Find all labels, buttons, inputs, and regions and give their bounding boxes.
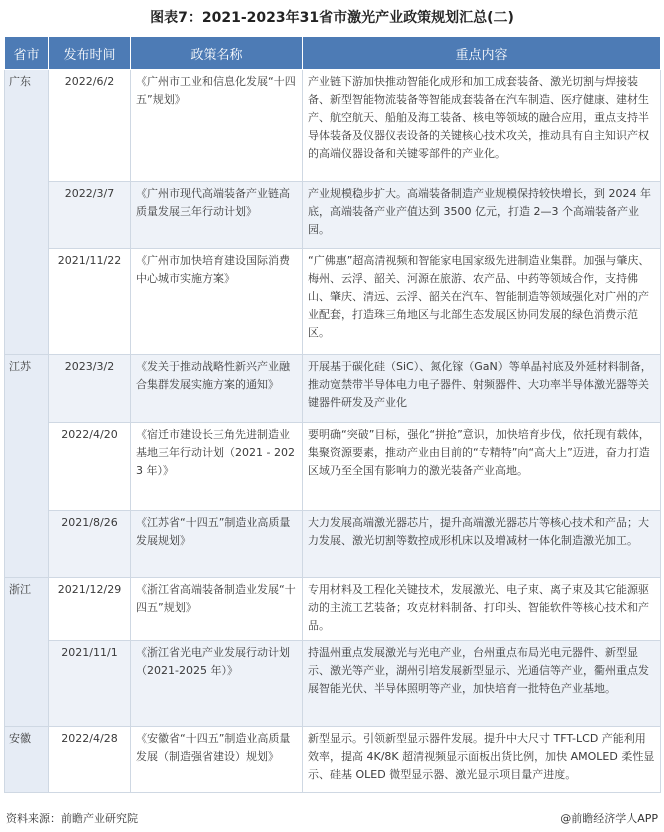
policy-table bbox=[4, 36, 661, 793]
header-province: 省市 bbox=[5, 37, 49, 70]
policy-name-cell: 《安徽省“十四五”制造业高质量发展（制造强省建设）规划》 bbox=[131, 727, 303, 793]
content-cell: 产业链下游加快推动智能化成形和加工成套装备、激光切割与焊接装备、新型智能物流装备等智能成套装备在汽车制造、医疗健康、建材生产、航空航天、船舶及海工装备、核电等领域的融合应用，重点支持半导体装备及仪器仪表设备的关键核心技术攻关，推动具有自主知识产权的高端仪器设备和关键零部件的产业化。 bbox=[303, 70, 661, 182]
policy-name-cell: 《广州市加快培育建设国际消费中心城市实施方案》 bbox=[131, 249, 303, 355]
brand-credit: @前瞻经济学人APP bbox=[560, 812, 658, 825]
table-row bbox=[5, 727, 661, 793]
table-row bbox=[5, 70, 661, 182]
content-cell: 要明确“突破”目标，强化“拼抢”意识，加快培育步伐，依托现有载体，集聚资源要素，推动产业由目前的“专精特”向“高大上”迈进，奋力打造区域乃至全国有影响力的激光装备产业高地。 bbox=[303, 423, 661, 511]
table-row bbox=[5, 578, 661, 641]
content-cell: 持温州重点发展激光与光电产业，台州重点布局光电元器件、新型显示、激光等产业，湖州引培发展新型显示、光通信等产业，衢州重点发展智能光伏、半导体照明等产业，加快培育一批特色产业基地。 bbox=[303, 641, 661, 727]
policy-name-cell: 《广州市工业和信息化发展“十四五”规划》 bbox=[131, 70, 303, 182]
header-key-content: 重点内容 bbox=[303, 37, 661, 70]
date-cell: 2021/12/29 bbox=[49, 578, 131, 641]
header-policy-name: 政策名称 bbox=[131, 37, 303, 70]
date-cell: 2023/3/2 bbox=[49, 355, 131, 423]
source-note: 资料来源：前瞻产业研究院 bbox=[6, 812, 138, 825]
province-cell: 安徽 bbox=[5, 727, 49, 793]
policy-name-cell: 《江苏省“十四五”制造业高质量发展规划》 bbox=[131, 511, 303, 578]
policy-name-cell: 《宿迁市建设长三角先进制造业基地三年行动计划（2021 - 2023 年）》 bbox=[131, 423, 303, 511]
table-row bbox=[5, 641, 661, 727]
policy-name-cell: 《浙江省高端装备制造业发展“十四五”规划》 bbox=[131, 578, 303, 641]
date-cell: 2022/3/7 bbox=[49, 182, 131, 249]
content-cell: 专用材料及工程化关键技术，发展激光、电子束、离子束及其它能源驱动的主流工艺装备；攻克材料制备、打印头、智能软件等核心技术和产品。 bbox=[303, 578, 661, 641]
content-cell: 产业规模稳步扩大。高端装备制造产业规模保持较快增长，到 2024 年底，高端装备产业产值达到 3500 亿元，打造 2—3 个高端装备产业园。 bbox=[303, 182, 661, 249]
table-row bbox=[5, 355, 661, 423]
date-cell: 2021/11/22 bbox=[49, 249, 131, 355]
policy-name-cell: 《广州市现代高端装备产业链高质量发展三年行动计划》 bbox=[131, 182, 303, 249]
date-cell: 2022/4/28 bbox=[49, 727, 131, 793]
chart-title: 图表7：2021-2023年31省市激光产业政策规划汇总(二) bbox=[150, 10, 514, 26]
policy-name-cell: 《发关于推动战略性新兴产业融合集群发展实施方案的通知》 bbox=[131, 355, 303, 423]
province-cell: 广东 bbox=[5, 70, 49, 355]
table-header-row bbox=[5, 37, 661, 70]
table-row bbox=[5, 182, 661, 249]
footer bbox=[6, 810, 658, 826]
date-cell: 2021/11/1 bbox=[49, 641, 131, 727]
policy-name-cell: 《浙江省光电产业发展行动计划（2021-2025 年）》 bbox=[131, 641, 303, 727]
content-cell: 开展基于碳化硅（SiC）、氮化镓（GaN）等单晶衬底及外延材料制备，推动宽禁带半导体电力电子器件、射频器件、大功率半导体激光器等关键器件研发及产业化 bbox=[303, 355, 661, 423]
date-cell: 2022/6/2 bbox=[49, 70, 131, 182]
content-cell: 新型显示。引领新型显示器件发展。提升中大尺寸 TFT-LCD 产能利用效率，提高 4K/8K 超清视频显示面板出货比例，加快 AMOLED 柔性显示、硅基 OLED 微型显示器、激光显示项目量产进度。 bbox=[303, 727, 661, 793]
table-row bbox=[5, 511, 661, 578]
province-cell: 江苏 bbox=[5, 355, 49, 578]
content-cell: “广佛惠”超高清视频和智能家电国家级先进制造业集群。加强与肇庆、梅州、云浮、韶关、河源在旅游、农产品、中药等领域合作，支持佛山、肇庆、清远、云浮、韶关在汽车、智能制造等领域强化对广州的产业配套，打造珠三角地区与北部生态发展区协同发展的绿色消费示范区。 bbox=[303, 249, 661, 355]
table-row bbox=[5, 423, 661, 511]
date-cell: 2022/4/20 bbox=[49, 423, 131, 511]
province-cell: 浙江 bbox=[5, 578, 49, 727]
date-cell: 2021/8/26 bbox=[49, 511, 131, 578]
header-date: 发布时间 bbox=[49, 37, 131, 70]
content-cell: 大力发展高端激光器芯片，提升高端激光器芯片等核心技术和产品；大力发展、激光切割等数控成形机床以及增减材一体化制造激光加工。 bbox=[303, 511, 661, 578]
table-row bbox=[5, 249, 661, 355]
